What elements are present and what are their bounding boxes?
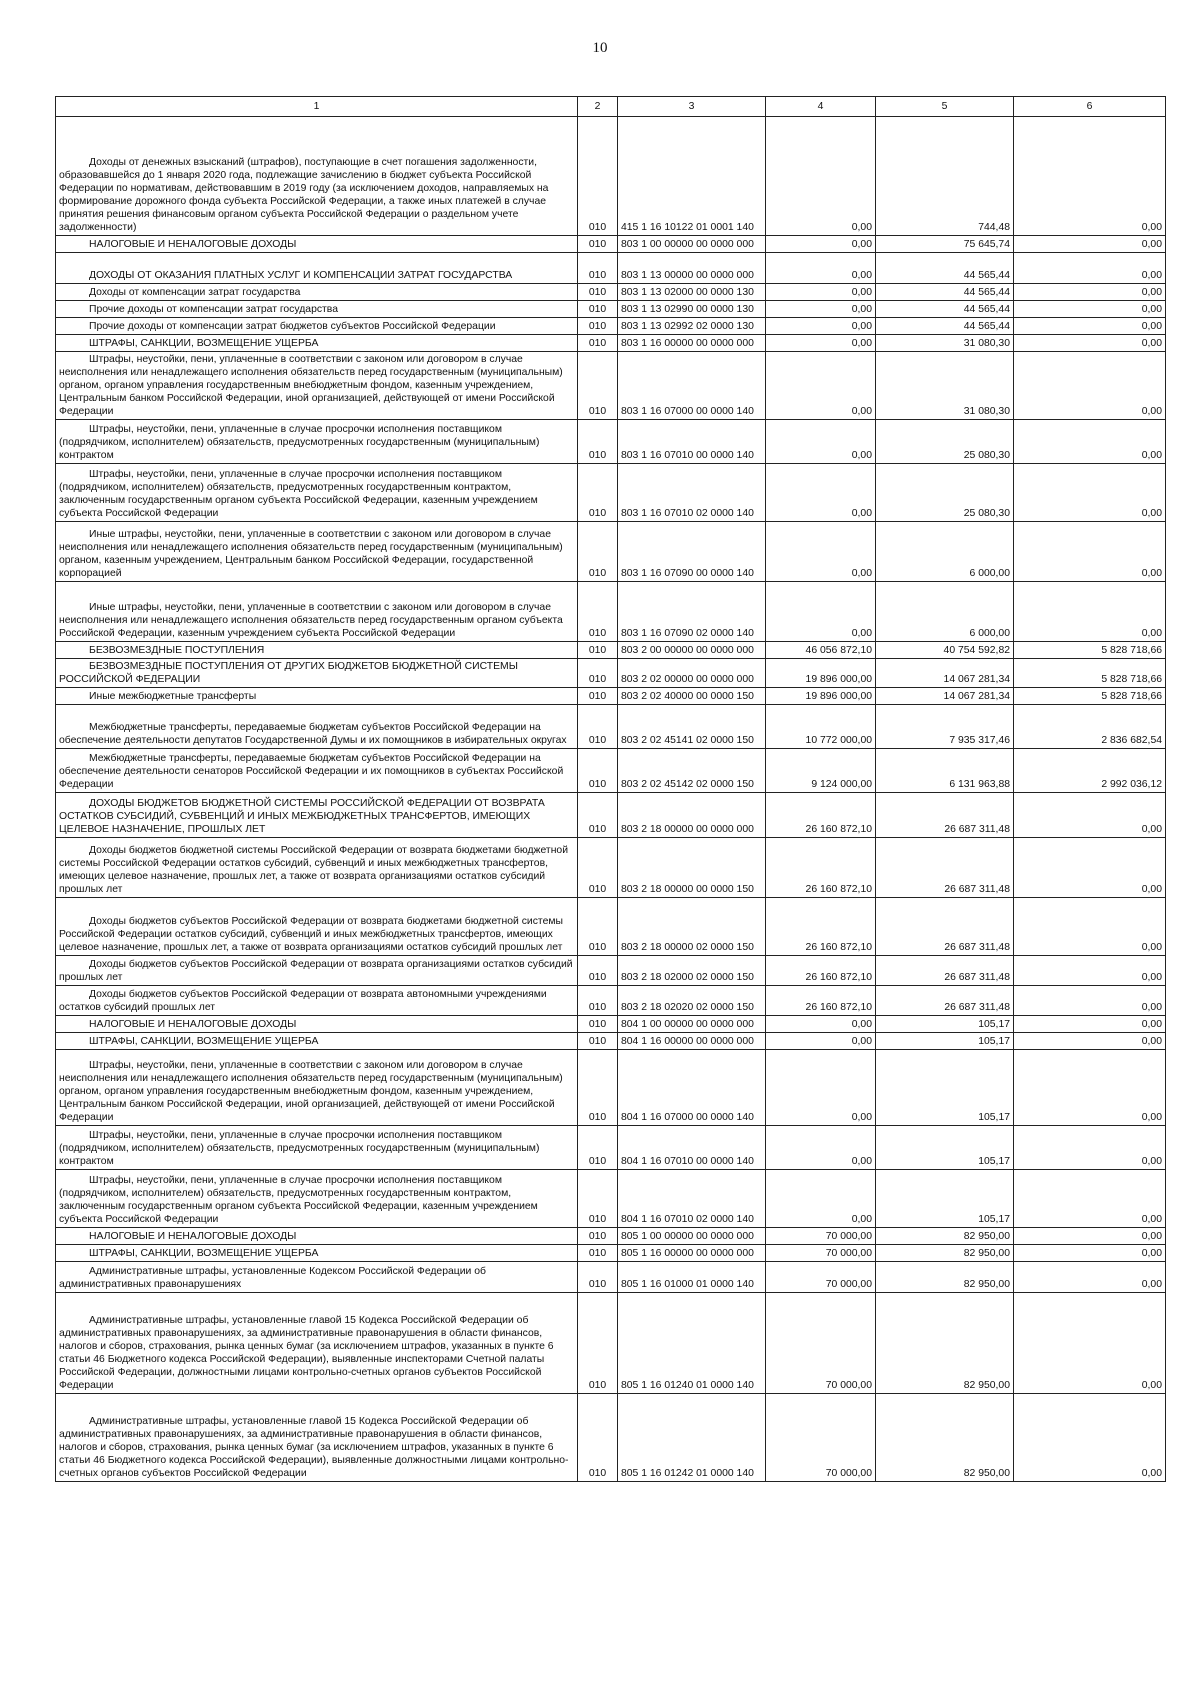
- cell-line-code: 010: [578, 1170, 618, 1228]
- cell-unexecuted: 0,00: [1014, 420, 1166, 464]
- table-row: [56, 318, 1166, 335]
- cell-budget-code: 803 1 16 07000 00 0000 140: [618, 352, 766, 420]
- cell-approved: 0,00: [766, 1050, 876, 1126]
- cell-budget-code: 803 2 00 00000 00 0000 000: [618, 642, 766, 659]
- cell-approved: 19 896 000,00: [766, 659, 876, 688]
- cell-name: Прочие доходы от компенсации затрат бюджетов субъектов Российской Федерации: [56, 318, 578, 335]
- cell-unexecuted: 5 828 718,66: [1014, 642, 1166, 659]
- cell-budget-code: 803 2 02 45142 02 0000 150: [618, 749, 766, 793]
- cell-line-code: 010: [578, 986, 618, 1016]
- cell-approved: 10 772 000,00: [766, 705, 876, 749]
- cell-approved: 0,00: [766, 236, 876, 253]
- cell-line-code: 010: [578, 1033, 618, 1050]
- cell-executed: 44 565,44: [876, 253, 1014, 284]
- cell-name: ШТРАФЫ, САНКЦИИ, ВОЗМЕЩЕНИЕ УЩЕРБА: [56, 1033, 578, 1050]
- cell-approved: 0,00: [766, 582, 876, 642]
- cell-line-code: 010: [578, 956, 618, 986]
- cell-name: Межбюджетные трансферты, передаваемые бюджетам субъектов Российской Федерации на обеспечение деятельности депутатов Государственной Думы и их помощников в избирательных округах: [56, 705, 578, 749]
- cell-line-code: 010: [578, 793, 618, 838]
- cell-approved: 0,00: [766, 253, 876, 284]
- cell-approved: 0,00: [766, 1033, 876, 1050]
- cell-unexecuted: 2 992 036,12: [1014, 749, 1166, 793]
- cell-approved: 9 124 000,00: [766, 749, 876, 793]
- cell-budget-code: 803 1 13 02990 00 0000 130: [618, 301, 766, 318]
- cell-name: Штрафы, неустойки, пени, уплаченные в случае просрочки исполнения поставщиком (подрядчиком, исполнителем) обязательств, предусмотренных государственным (муниципальным) контрактом: [56, 420, 578, 464]
- table-row: [56, 253, 1166, 284]
- cell-executed: 31 080,30: [876, 352, 1014, 420]
- page-number: 10: [592, 40, 608, 56]
- cell-unexecuted: 0,00: [1014, 352, 1166, 420]
- cell-line-code: 010: [578, 236, 618, 253]
- cell-approved: 70 000,00: [766, 1262, 876, 1293]
- cell-unexecuted: 0,00: [1014, 1126, 1166, 1170]
- cell-line-code: 010: [578, 582, 618, 642]
- cell-line-code: 010: [578, 1245, 618, 1262]
- cell-executed: 44 565,44: [876, 301, 1014, 318]
- cell-approved: 26 160 872,10: [766, 898, 876, 956]
- header-col-2: 2: [578, 97, 618, 117]
- cell-name: Доходы бюджетов субъектов Российской Федерации от возврата бюджетами бюджетной системы Российской Федерации остатков субсидий, субвенций и иных межбюджетных трансфертов, имеющих целевое назначение, прошлых лет, а также от возврата организациями остатков субсидий прошлых лет: [56, 898, 578, 956]
- cell-approved: 0,00: [766, 318, 876, 335]
- cell-unexecuted: 0,00: [1014, 1262, 1166, 1293]
- table-row: [56, 420, 1166, 464]
- cell-line-code: 010: [578, 117, 618, 236]
- cell-line-code: 010: [578, 335, 618, 352]
- cell-approved: 0,00: [766, 301, 876, 318]
- cell-executed: 105,17: [876, 1050, 1014, 1126]
- cell-name: НАЛОГОВЫЕ И НЕНАЛОГОВЫЕ ДОХОДЫ: [56, 236, 578, 253]
- table-row: [56, 236, 1166, 253]
- cell-name: Доходы от денежных взысканий (штрафов), поступающие в счет погашения задолженности, образовавшейся до 1 января 2020 года, подлежащие зачислению в бюджет субъекта Российской Федерации по нормативам, действовавшим в 2019 году (за исключением доходов, направляемых на формирование дорожного фонда субъекта Российской Федерации, а также иных платежей в случае принятия решения финансовым органом субъекта Российской Федерации о раздельном учете задолженности): [56, 117, 578, 236]
- cell-executed: 44 565,44: [876, 318, 1014, 335]
- cell-budget-code: 803 2 02 00000 00 0000 000: [618, 659, 766, 688]
- table-row: [56, 749, 1166, 793]
- cell-approved: 0,00: [766, 522, 876, 582]
- cell-unexecuted: 0,00: [1014, 464, 1166, 522]
- cell-approved: 26 160 872,10: [766, 793, 876, 838]
- cell-budget-code: 805 1 16 01242 01 0000 140: [618, 1394, 766, 1482]
- cell-approved: 0,00: [766, 1126, 876, 1170]
- cell-line-code: 010: [578, 1262, 618, 1293]
- cell-executed: 6 000,00: [876, 582, 1014, 642]
- cell-budget-code: 803 1 00 00000 00 0000 000: [618, 236, 766, 253]
- cell-name: Иные межбюджетные трансферты: [56, 688, 578, 705]
- table-row: [56, 956, 1166, 986]
- cell-line-code: 010: [578, 688, 618, 705]
- cell-executed: 14 067 281,34: [876, 688, 1014, 705]
- header-col-1: 1: [56, 97, 578, 117]
- cell-approved: 0,00: [766, 117, 876, 236]
- cell-unexecuted: 0,00: [1014, 898, 1166, 956]
- cell-executed: 75 645,74: [876, 236, 1014, 253]
- cell-approved: 0,00: [766, 1016, 876, 1033]
- cell-budget-code: 803 1 13 00000 00 0000 000: [618, 253, 766, 284]
- cell-line-code: 010: [578, 1394, 618, 1482]
- table-row: [56, 1033, 1166, 1050]
- cell-line-code: 010: [578, 522, 618, 582]
- cell-approved: 0,00: [766, 335, 876, 352]
- cell-approved: 0,00: [766, 1170, 876, 1228]
- table-row: [56, 522, 1166, 582]
- cell-approved: 46 056 872,10: [766, 642, 876, 659]
- cell-approved: 26 160 872,10: [766, 838, 876, 898]
- table-row: [56, 659, 1166, 688]
- cell-budget-code: 803 2 02 40000 00 0000 150: [618, 688, 766, 705]
- table-row: [56, 1228, 1166, 1245]
- cell-budget-code: 803 1 13 02992 02 0000 130: [618, 318, 766, 335]
- cell-name: Штрафы, неустойки, пени, уплаченные в случае просрочки исполнения поставщиком (подрядчиком, исполнителем) обязательств, предусмотренных государственным контрактом, заключенным государственным органом субъекта Российской Федерации, казенным учреждением субъекта Российской Федерации: [56, 1170, 578, 1228]
- cell-executed: 82 950,00: [876, 1394, 1014, 1482]
- cell-budget-code: 803 2 18 00000 00 0000 000: [618, 793, 766, 838]
- cell-line-code: 010: [578, 420, 618, 464]
- cell-executed: 44 565,44: [876, 284, 1014, 301]
- table-row: [56, 284, 1166, 301]
- cell-unexecuted: 0,00: [1014, 1245, 1166, 1262]
- header-col-4: 4: [766, 97, 876, 117]
- cell-line-code: 010: [578, 352, 618, 420]
- table-row: [56, 1016, 1166, 1033]
- cell-budget-code: 804 1 00 00000 00 0000 000: [618, 1016, 766, 1033]
- cell-budget-code: 803 2 18 00000 00 0000 150: [618, 838, 766, 898]
- cell-line-code: 010: [578, 1228, 618, 1245]
- cell-name: НАЛОГОВЫЕ И НЕНАЛОГОВЫЕ ДОХОДЫ: [56, 1228, 578, 1245]
- table-row: [56, 793, 1166, 838]
- cell-name: Штрафы, неустойки, пени, уплаченные в соответствии с законом или договором в случае неисполнения или ненадлежащего исполнения обязательств перед государственным (муниципальным) органом, органом управления государственным внебюджетным фондом, казенным учреждением, Центральным банком Российской Федерации, иной организацией, действующей от имени Российской Федерации: [56, 1050, 578, 1126]
- cell-approved: 26 160 872,10: [766, 956, 876, 986]
- cell-name: БЕЗВОЗМЕЗДНЫЕ ПОСТУПЛЕНИЯ: [56, 642, 578, 659]
- cell-executed: 105,17: [876, 1126, 1014, 1170]
- cell-name: Штрафы, неустойки, пени, уплаченные в соответствии с законом или договором в случае неисполнения или ненадлежащего исполнения обязательств перед государственным (муниципальным) органом, органом управления государственным внебюджетным фондом, казенным учреждением, Центральным банком Российской Федерации, иной организацией, действующей от имени Российской Федерации: [56, 352, 578, 420]
- cell-budget-code: 803 1 16 00000 00 0000 000: [618, 335, 766, 352]
- cell-executed: 14 067 281,34: [876, 659, 1014, 688]
- cell-unexecuted: 0,00: [1014, 986, 1166, 1016]
- table-row: [56, 582, 1166, 642]
- cell-name: Доходы от компенсации затрат государства: [56, 284, 578, 301]
- cell-line-code: 010: [578, 1293, 618, 1394]
- cell-name: Штрафы, неустойки, пени, уплаченные в случае просрочки исполнения поставщиком (подрядчиком, исполнителем) обязательств, предусмотренных государственным (муниципальным) контрактом: [56, 1126, 578, 1170]
- cell-approved: 0,00: [766, 352, 876, 420]
- cell-unexecuted: 0,00: [1014, 284, 1166, 301]
- cell-unexecuted: 0,00: [1014, 301, 1166, 318]
- cell-budget-code: 803 1 16 07010 00 0000 140: [618, 420, 766, 464]
- cell-line-code: 010: [578, 1050, 618, 1126]
- cell-unexecuted: 0,00: [1014, 1050, 1166, 1126]
- cell-line-code: 010: [578, 1016, 618, 1033]
- cell-unexecuted: 0,00: [1014, 1033, 1166, 1050]
- cell-name: Прочие доходы от компенсации затрат государства: [56, 301, 578, 318]
- cell-unexecuted: 0,00: [1014, 117, 1166, 236]
- cell-approved: 0,00: [766, 420, 876, 464]
- cell-executed: 26 687 311,48: [876, 838, 1014, 898]
- cell-unexecuted: 5 828 718,66: [1014, 659, 1166, 688]
- cell-executed: 105,17: [876, 1170, 1014, 1228]
- header-col-3: 3: [618, 97, 766, 117]
- cell-budget-code: 803 2 18 02000 02 0000 150: [618, 956, 766, 986]
- cell-name: Межбюджетные трансферты, передаваемые бюджетам субъектов Российской Федерации на обеспечение деятельности сенаторов Российской Федерации и их помощников в субъектах Российской Федерации: [56, 749, 578, 793]
- cell-budget-code: 805 1 16 01000 01 0000 140: [618, 1262, 766, 1293]
- cell-approved: 0,00: [766, 464, 876, 522]
- cell-name: ШТРАФЫ, САНКЦИИ, ВОЗМЕЩЕНИЕ УЩЕРБА: [56, 1245, 578, 1262]
- cell-name: Доходы бюджетов субъектов Российской Федерации от возврата организациями остатков субсидий прошлых лет: [56, 956, 578, 986]
- table-row: [56, 1170, 1166, 1228]
- cell-approved: 70 000,00: [766, 1394, 876, 1482]
- cell-unexecuted: 0,00: [1014, 1293, 1166, 1394]
- table-row: [56, 838, 1166, 898]
- income-table: [55, 96, 1166, 1482]
- cell-executed: 82 950,00: [876, 1262, 1014, 1293]
- table-row: [56, 464, 1166, 522]
- cell-line-code: 010: [578, 705, 618, 749]
- cell-unexecuted: 0,00: [1014, 1016, 1166, 1033]
- cell-line-code: 010: [578, 642, 618, 659]
- cell-executed: 26 687 311,48: [876, 898, 1014, 956]
- cell-budget-code: 804 1 16 07010 02 0000 140: [618, 1170, 766, 1228]
- cell-budget-code: 803 1 16 07090 02 0000 140: [618, 582, 766, 642]
- cell-executed: 82 950,00: [876, 1245, 1014, 1262]
- cell-line-code: 010: [578, 301, 618, 318]
- cell-executed: 105,17: [876, 1033, 1014, 1050]
- cell-unexecuted: 0,00: [1014, 318, 1166, 335]
- cell-approved: 26 160 872,10: [766, 986, 876, 1016]
- cell-executed: 82 950,00: [876, 1293, 1014, 1394]
- cell-unexecuted: 0,00: [1014, 253, 1166, 284]
- cell-name: НАЛОГОВЫЕ И НЕНАЛОГОВЫЕ ДОХОДЫ: [56, 1016, 578, 1033]
- cell-line-code: 010: [578, 253, 618, 284]
- cell-line-code: 010: [578, 1126, 618, 1170]
- cell-approved: 0,00: [766, 284, 876, 301]
- table-row: [56, 1394, 1166, 1482]
- cell-name: БЕЗВОЗМЕЗДНЫЕ ПОСТУПЛЕНИЯ ОТ ДРУГИХ БЮДЖЕТОВ БЮДЖЕТНОЙ СИСТЕМЫ РОССИЙСКОЙ ФЕДЕРАЦИИ: [56, 659, 578, 688]
- cell-budget-code: 804 1 16 07010 00 0000 140: [618, 1126, 766, 1170]
- cell-line-code: 010: [578, 838, 618, 898]
- cell-budget-code: 803 1 16 07090 00 0000 140: [618, 522, 766, 582]
- cell-name: ДОХОДЫ ОТ ОКАЗАНИЯ ПЛАТНЫХ УСЛУГ И КОМПЕНСАЦИИ ЗАТРАТ ГОСУДАРСТВА: [56, 253, 578, 284]
- cell-line-code: 010: [578, 284, 618, 301]
- cell-budget-code: 803 1 16 07010 02 0000 140: [618, 464, 766, 522]
- cell-executed: 7 935 317,46: [876, 705, 1014, 749]
- cell-executed: 26 687 311,48: [876, 793, 1014, 838]
- cell-executed: 6 131 963,88: [876, 749, 1014, 793]
- table-row: [56, 335, 1166, 352]
- table-row: [56, 705, 1166, 749]
- cell-budget-code: 804 1 16 07000 00 0000 140: [618, 1050, 766, 1126]
- cell-unexecuted: 0,00: [1014, 236, 1166, 253]
- cell-budget-code: 805 1 16 00000 00 0000 000: [618, 1245, 766, 1262]
- table-row: [56, 1245, 1166, 1262]
- header-col-6: 6: [1014, 97, 1166, 117]
- cell-unexecuted: 5 828 718,66: [1014, 688, 1166, 705]
- cell-name: Административные штрафы, установленные главой 15 Кодекса Российской Федерации об административных правонарушениях, за административные правонарушения в области финансов, налогов и сборов, страхования, рынка ценных бумаг (за исключением штрафов, указанных в пункте 6 статьи 46 Бюджетного кодекса Российской Федерации), выявленные должностными лицами контрольно-счетных органов субъектов Российской Федерации: [56, 1394, 578, 1482]
- cell-unexecuted: 0,00: [1014, 793, 1166, 838]
- cell-budget-code: 803 1 13 02000 00 0000 130: [618, 284, 766, 301]
- cell-name: Штрафы, неустойки, пени, уплаченные в случае просрочки исполнения поставщиком (подрядчиком, исполнителем) обязательств, предусмотренных государственным контрактом, заключенным государственным органом субъекта Российской Федерации, казенным учреждением субъекта Российской Федерации: [56, 464, 578, 522]
- cell-name: Иные штрафы, неустойки, пени, уплаченные в соответствии с законом или договором в случае неисполнения или ненадлежащего исполнения обязательств перед государственным органом субъекта Российской Федерации, казенным учреждением субъекта Российской Федерации: [56, 582, 578, 642]
- table-row: [56, 986, 1166, 1016]
- cell-budget-code: 803 2 02 45141 02 0000 150: [618, 705, 766, 749]
- cell-budget-code: 803 2 18 02020 02 0000 150: [618, 986, 766, 1016]
- cell-name: Доходы бюджетов субъектов Российской Федерации от возврата автономными учреждениями остатков субсидий прошлых лет: [56, 986, 578, 1016]
- cell-approved: 70 000,00: [766, 1245, 876, 1262]
- cell-executed: 6 000,00: [876, 522, 1014, 582]
- cell-unexecuted: 2 836 682,54: [1014, 705, 1166, 749]
- table-row: [56, 117, 1166, 236]
- cell-unexecuted: 0,00: [1014, 335, 1166, 352]
- cell-executed: 82 950,00: [876, 1228, 1014, 1245]
- cell-executed: 105,17: [876, 1016, 1014, 1033]
- cell-line-code: 010: [578, 318, 618, 335]
- cell-budget-code: 805 1 16 01240 01 0000 140: [618, 1293, 766, 1394]
- cell-approved: 70 000,00: [766, 1293, 876, 1394]
- cell-unexecuted: 0,00: [1014, 956, 1166, 986]
- table-row: [56, 352, 1166, 420]
- cell-line-code: 010: [578, 464, 618, 522]
- cell-budget-code: 805 1 00 00000 00 0000 000: [618, 1228, 766, 1245]
- cell-line-code: 010: [578, 749, 618, 793]
- cell-executed: 25 080,30: [876, 420, 1014, 464]
- cell-executed: 31 080,30: [876, 335, 1014, 352]
- header-col-5: 5: [876, 97, 1014, 117]
- cell-executed: 40 754 592,82: [876, 642, 1014, 659]
- cell-unexecuted: 0,00: [1014, 1228, 1166, 1245]
- cell-name: ДОХОДЫ БЮДЖЕТОВ БЮДЖЕТНОЙ СИСТЕМЫ РОССИЙСКОЙ ФЕДЕРАЦИИ ОТ ВОЗВРАТА ОСТАТКОВ СУБСИДИЙ, СУБВЕНЦИЙ И ИНЫХ МЕЖБЮДЖЕТНЫХ ТРАНСФЕРТОВ, ИМЕЮЩИХ ЦЕЛЕВОЕ НАЗНАЧЕНИЕ, ПРОШЛЫХ ЛЕТ: [56, 793, 578, 838]
- cell-budget-code: 415 1 16 10122 01 0001 140: [618, 117, 766, 236]
- table-row: [56, 1050, 1166, 1126]
- cell-name: Административные штрафы, установленные главой 15 Кодекса Российской Федерации об административных правонарушениях, за административные правонарушения в области финансов, налогов и сборов, страхования, рынка ценных бумаг (за исключением штрафов, указанных в пункте 6 статьи 46 Бюджетного кодекса Российской Федерации), выявленные инспекторами Счетной палаты Российской Федерации, должностными лицами контрольно-счетных органов субъектов Российской Федерации: [56, 1293, 578, 1394]
- cell-name: Административные штрафы, установленные Кодексом Российской Федерации об административных правонарушениях: [56, 1262, 578, 1293]
- cell-unexecuted: 0,00: [1014, 1170, 1166, 1228]
- table-row: [56, 301, 1166, 318]
- cell-executed: 25 080,30: [876, 464, 1014, 522]
- cell-name: ШТРАФЫ, САНКЦИИ, ВОЗМЕЩЕНИЕ УЩЕРБА: [56, 335, 578, 352]
- cell-name: Иные штрафы, неустойки, пени, уплаченные в соответствии с законом или договором в случае неисполнения или ненадлежащего исполнения обязательств перед государственным (муниципальным) органом, казенным учреждением, Центральным банком Российской Федерации, государственной корпорацией: [56, 522, 578, 582]
- cell-unexecuted: 0,00: [1014, 522, 1166, 582]
- cell-executed: 744,48: [876, 117, 1014, 236]
- cell-line-code: 010: [578, 898, 618, 956]
- cell-unexecuted: 0,00: [1014, 582, 1166, 642]
- cell-name: Доходы бюджетов бюджетной системы Российской Федерации от возврата бюджетами бюджетной системы Российской Федерации остатков субсидий, субвенций и иных межбюджетных трансфертов, имеющих целевое назначение, прошлых лет, а также от возврата организациями остатков субсидий прошлых лет: [56, 838, 578, 898]
- cell-budget-code: 804 1 16 00000 00 0000 000: [618, 1033, 766, 1050]
- table-row: [56, 898, 1166, 956]
- table-row: [56, 688, 1166, 705]
- table-row: [56, 1262, 1166, 1293]
- cell-unexecuted: 0,00: [1014, 1394, 1166, 1482]
- table-row: [56, 1126, 1166, 1170]
- cell-executed: 26 687 311,48: [876, 986, 1014, 1016]
- column-number-header: [56, 97, 1166, 117]
- table-row: [56, 1293, 1166, 1394]
- cell-unexecuted: 0,00: [1014, 838, 1166, 898]
- cell-budget-code: 803 2 18 00000 02 0000 150: [618, 898, 766, 956]
- table-row: [56, 642, 1166, 659]
- cell-line-code: 010: [578, 659, 618, 688]
- cell-approved: 70 000,00: [766, 1228, 876, 1245]
- cell-approved: 19 896 000,00: [766, 688, 876, 705]
- cell-executed: 26 687 311,48: [876, 956, 1014, 986]
